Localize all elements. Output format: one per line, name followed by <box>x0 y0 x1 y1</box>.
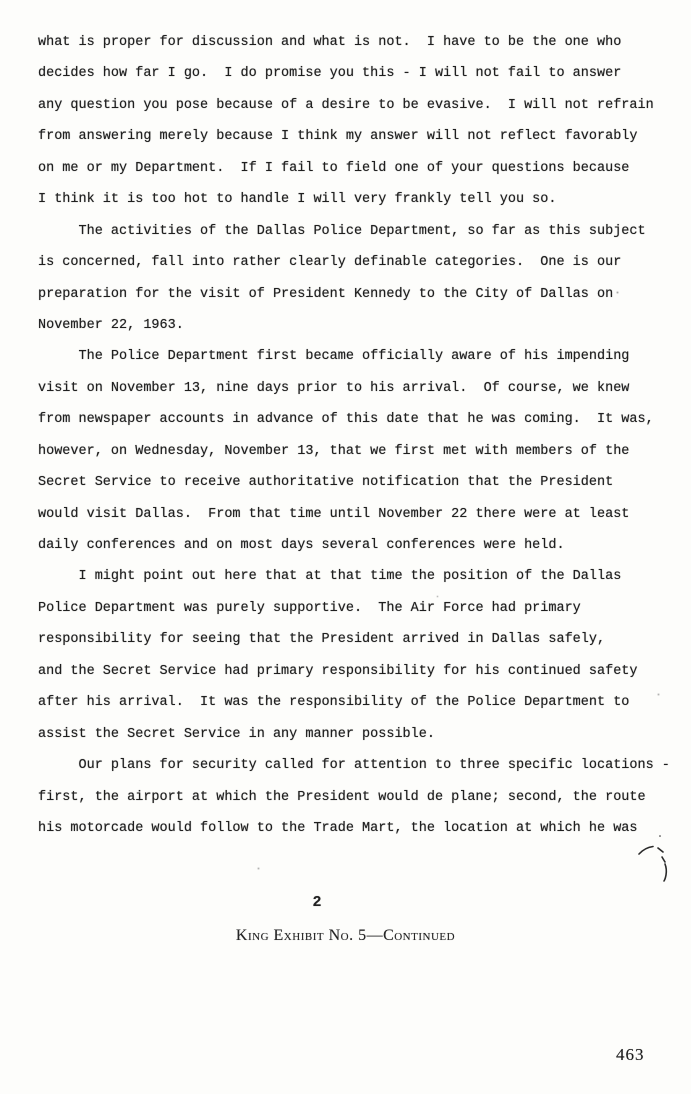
text-line: I think it is too hot to handle I will very frankly tell you so. <box>38 192 557 208</box>
text-line: Police Department was purely supportive. The Air Force had primary <box>38 600 581 616</box>
typed-text-body <box>38 27 670 844</box>
text-line: is concerned, fall into rather clearly definable categories. One is our <box>38 255 622 271</box>
text-line: The Police Department first became officially aware of his impending <box>38 349 630 365</box>
typed-page-number: 2 <box>312 894 322 911</box>
text-line: preparation for the visit of President Kennedy to the City of Dallas on <box>38 286 614 302</box>
text-line: and the Secret Service had primary responsibility for his continued safety <box>38 663 638 679</box>
text-line: I might point out here that at that time the position of the Dallas <box>38 569 622 585</box>
text-line: any question you pose because of a desire to be evasive. I will not refrain <box>38 97 654 113</box>
text-line: decides how far I go. I do promise you this - I will not fail to answer <box>38 66 622 82</box>
text-line: his motorcade would follow to the Trade Mart, the location at which he was <box>38 820 638 836</box>
text-line: The activities of the Dallas Police Department, so far as this subject <box>38 223 646 239</box>
text-line: however, on Wednesday, November 13, that we first met with members of the <box>38 443 630 459</box>
text-line: Our plans for security called for attention to three specific locations - <box>38 758 670 774</box>
handwritten-pen-mark-icon <box>615 832 675 892</box>
text-line: first, the airport at which the President would de plane; second, the route <box>38 789 646 805</box>
text-line: assist the Secret Service in any manner possible. <box>38 726 435 742</box>
text-line: from newspaper accounts in advance of this date that he was coming. It was, <box>38 412 654 428</box>
text-line: on me or my Department. If I fail to field one of your questions because <box>38 160 630 176</box>
scan-speck-artifacts <box>0 0 1 1</box>
text-line: what is proper for discussion and what is not. I have to be the one who <box>38 35 622 50</box>
folio-page-number: 463 <box>616 1045 645 1064</box>
text-line: November 22, 1963. <box>38 317 184 333</box>
text-line: responsibility for seeing that the President arrived in Dallas safely, <box>38 632 606 648</box>
exhibit-caption: King Exhibit No. 5—Continued <box>235 927 456 944</box>
text-line: would visit Dallas. From that time until November 22 there were at least <box>38 506 630 522</box>
text-line: from answering merely because I think my answer will not reflect favorably <box>38 129 638 145</box>
text-line: daily conferences and on most days several conferences were held. <box>38 538 565 553</box>
text-line: visit on November 13, nine days prior to his arrival. Of course, we knew <box>38 380 630 396</box>
text-line: Secret Service to receive authoritative notification that the President <box>38 475 614 491</box>
text-line: after his arrival. It was the responsibility of the Police Department to <box>38 695 630 711</box>
